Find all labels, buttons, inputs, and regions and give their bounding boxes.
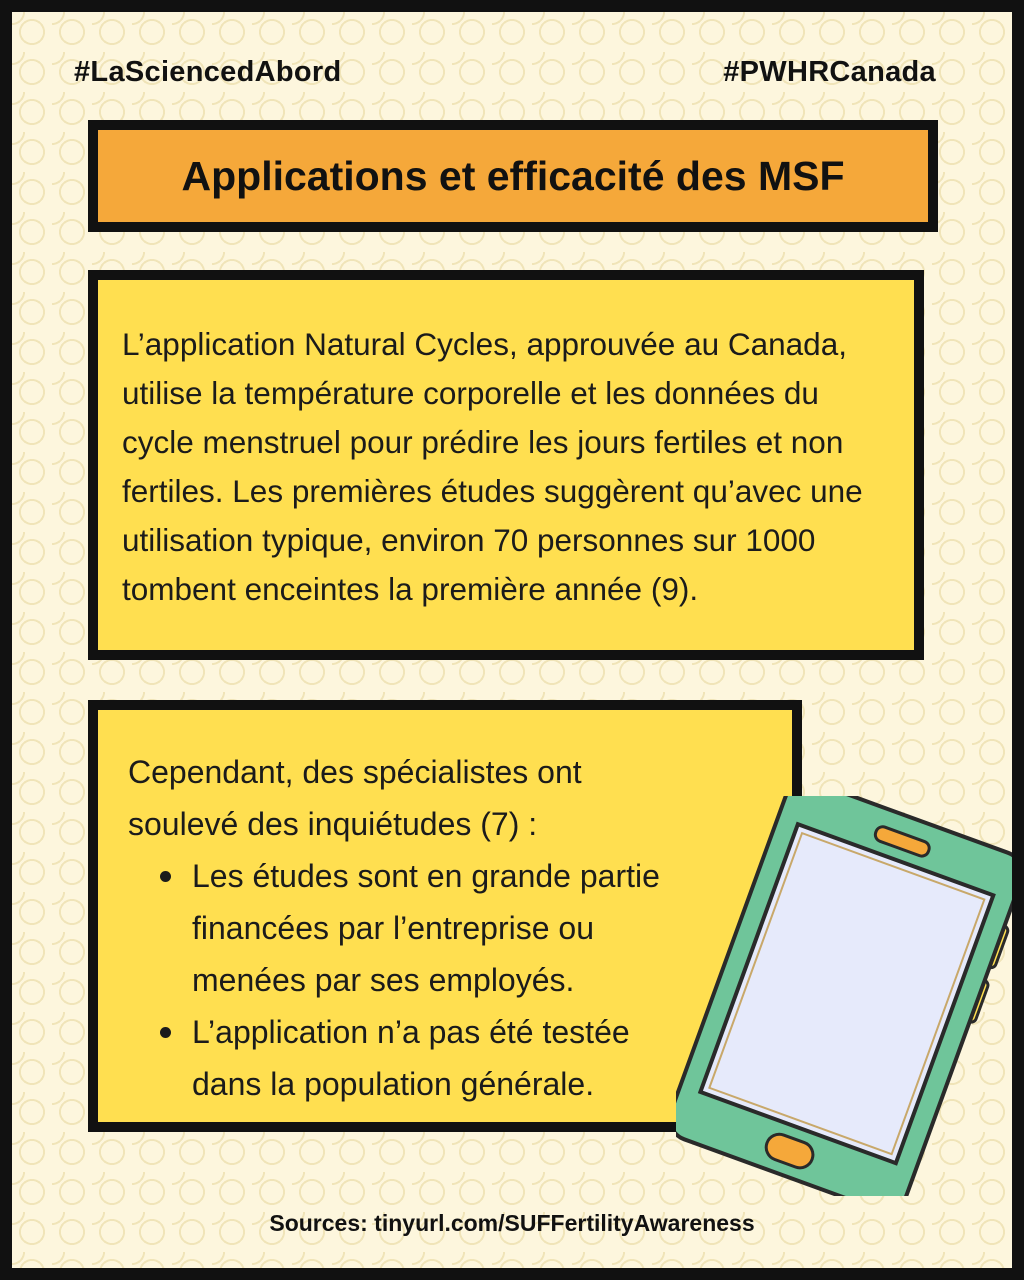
info-line: utilisation typique, environ 70 personnes sur 1000 <box>122 522 816 558</box>
list-line: financées par l’entreprise ou <box>192 910 595 946</box>
info-line: cycle menstruel pour prédire les jours fertiles et non <box>122 424 844 460</box>
infographic-page <box>12 12 1012 1268</box>
list-line: Les études sont en grande partie <box>192 858 660 894</box>
title-banner <box>88 120 938 232</box>
info-line: utilise la température corporelle et les données du <box>122 375 819 411</box>
page-title: Applications et efficacité des MSF <box>181 152 845 199</box>
list-line: L’application n’a pas été testée <box>192 1014 630 1050</box>
intro-line: soulevé des inquiétudes (7) : <box>128 806 538 842</box>
info-line: tombent enceintes la première année (9). <box>122 571 699 607</box>
info-line: fertiles. Les premières études suggèrent qu’avec une <box>122 473 863 509</box>
info-paragraph <box>122 320 890 614</box>
bullet-icon <box>160 871 171 882</box>
sources-citation: Sources: tinyurl.com/SUFFertilityAwareness <box>269 1210 755 1236</box>
natural-cycles-info-box <box>88 270 924 660</box>
intro-line: Cependant, des spécialistes ont <box>128 754 582 790</box>
bullet-icon <box>160 1027 171 1038</box>
list-line: menées par ses employés. <box>192 962 575 998</box>
list-line: dans la population générale. <box>192 1066 595 1102</box>
hashtag-left: #LaSciencedAbord <box>74 56 342 88</box>
hashtag-right: #PWHRCanada <box>723 56 936 88</box>
info-line: L’application Natural Cycles, approuvée au Canada, <box>122 326 847 362</box>
smartphone-icon <box>676 796 1012 1196</box>
